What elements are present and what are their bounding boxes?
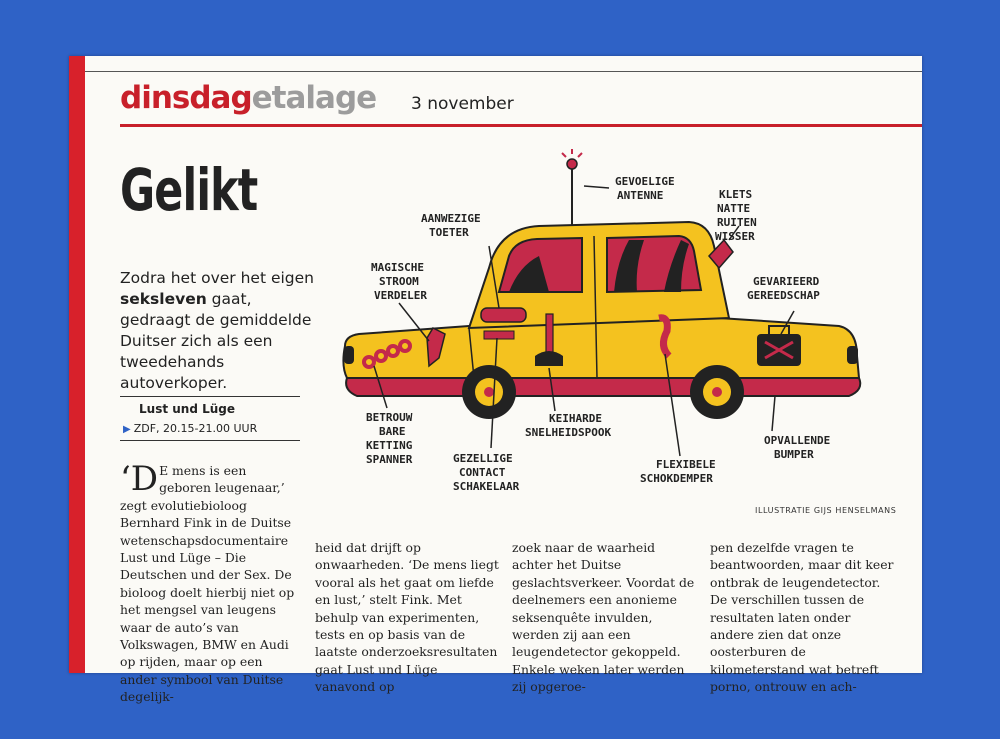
body-column-3: zoek naar de waarheid achter het Duitse geslachtsverkeer. Voordat de deelnemers een anonieme seksenquête invulden, werden zij aan een leugendetector gekoppeld. Enkele weken later werden zij opgeroe- — [512, 540, 695, 695]
label-schokdemper: FLEXIBELE SCHOKDEMPER — [640, 458, 716, 485]
label-gereedschap: GEVARIEERD GEREEDSCHAP — [747, 275, 820, 302]
label-toeter: AANWEZIGE TOETER — [421, 212, 481, 239]
label-pook: KEIHARDE SNELHEIDSPOOK — [525, 412, 612, 439]
car-bumper — [346, 378, 860, 396]
intro-bold: seksleven — [120, 290, 207, 308]
program-time-text: ZDF, 20.15-21.00 UUR — [133, 422, 258, 435]
hub-front — [484, 387, 494, 397]
headlight — [344, 346, 354, 364]
intro-text-2: gaat, gedraagt de gemiddelde Duitser zich als een tweedehands autoverkoper. — [120, 290, 312, 392]
label-verdeler: MAGISCHE STROOM VERDELER — [371, 261, 427, 302]
illustration-credit: ILLUSTRATIE GIJS HENSELMANS — [755, 506, 897, 515]
label-schakelaar: GEZELLIGE CONTACT SCHAKELAAR — [453, 452, 520, 493]
label-bumper: OPVALLENDE BUMPER — [764, 434, 831, 461]
antenna-tip — [567, 159, 577, 169]
program-title: Lust und Lüge — [139, 402, 236, 416]
horn — [481, 308, 526, 322]
section-name-red: dinsdag — [120, 80, 252, 116]
section-name-grey: etalage — [251, 80, 377, 116]
antenna-spark — [562, 149, 582, 157]
label-antenne: GEVOELIGE ANTENNE — [615, 175, 675, 202]
car-illustration — [69, 56, 922, 673]
body-column-2: heid dat drijft op onwaarheden. ‘De mens liegt vooral als het gaat om liefde en lust,’ stelt Fink. Met behulp van experimenten, tests en op basis van de laatste onderzoeksresultaten gaat Lust und Lüge vanavond op — [315, 540, 499, 695]
gearstick — [546, 314, 553, 356]
column-1-text: E mens is een geboren leugenaar,’ zegt evolutiebioloog Bernhard Fink in de Duitse wetenschapsdocumentaire Lust und Lüge – Die Deutschen und der Sex. De bioloog doelt hierbij niet op het mengsel van leugens waar de auto’s van Volkswagen, BMW en Audi op rijden, maar op een ander symbool van Duitse degelijk- — [120, 463, 295, 705]
intro-text-1: Zodra het over het eigen — [120, 269, 314, 287]
play-triangle-icon: ▶ — [123, 424, 131, 435]
label-wisser: KLETS NATTE RUITEN WISSER — [715, 188, 757, 243]
drop-cap: ‘D — [120, 459, 159, 499]
newspaper-page — [69, 56, 922, 705]
contact-switch — [484, 331, 514, 339]
hub-rear — [712, 387, 722, 397]
issue-date: 3 november — [411, 94, 514, 114]
taillight — [847, 346, 858, 364]
body-column-4: pen dezelfde vragen te beantwoorden, maar dit keer ontbrak de leugendetector. De verschillen tussen de resultaten laten onder andere zien dat onze oosterburen de kilometerstand wat betreft porno, ontrouw en ach- — [710, 540, 894, 695]
article-title: Gelikt — [120, 156, 258, 224]
label-ketting: BETROUW BARE KETTING SPANNER — [366, 411, 413, 466]
